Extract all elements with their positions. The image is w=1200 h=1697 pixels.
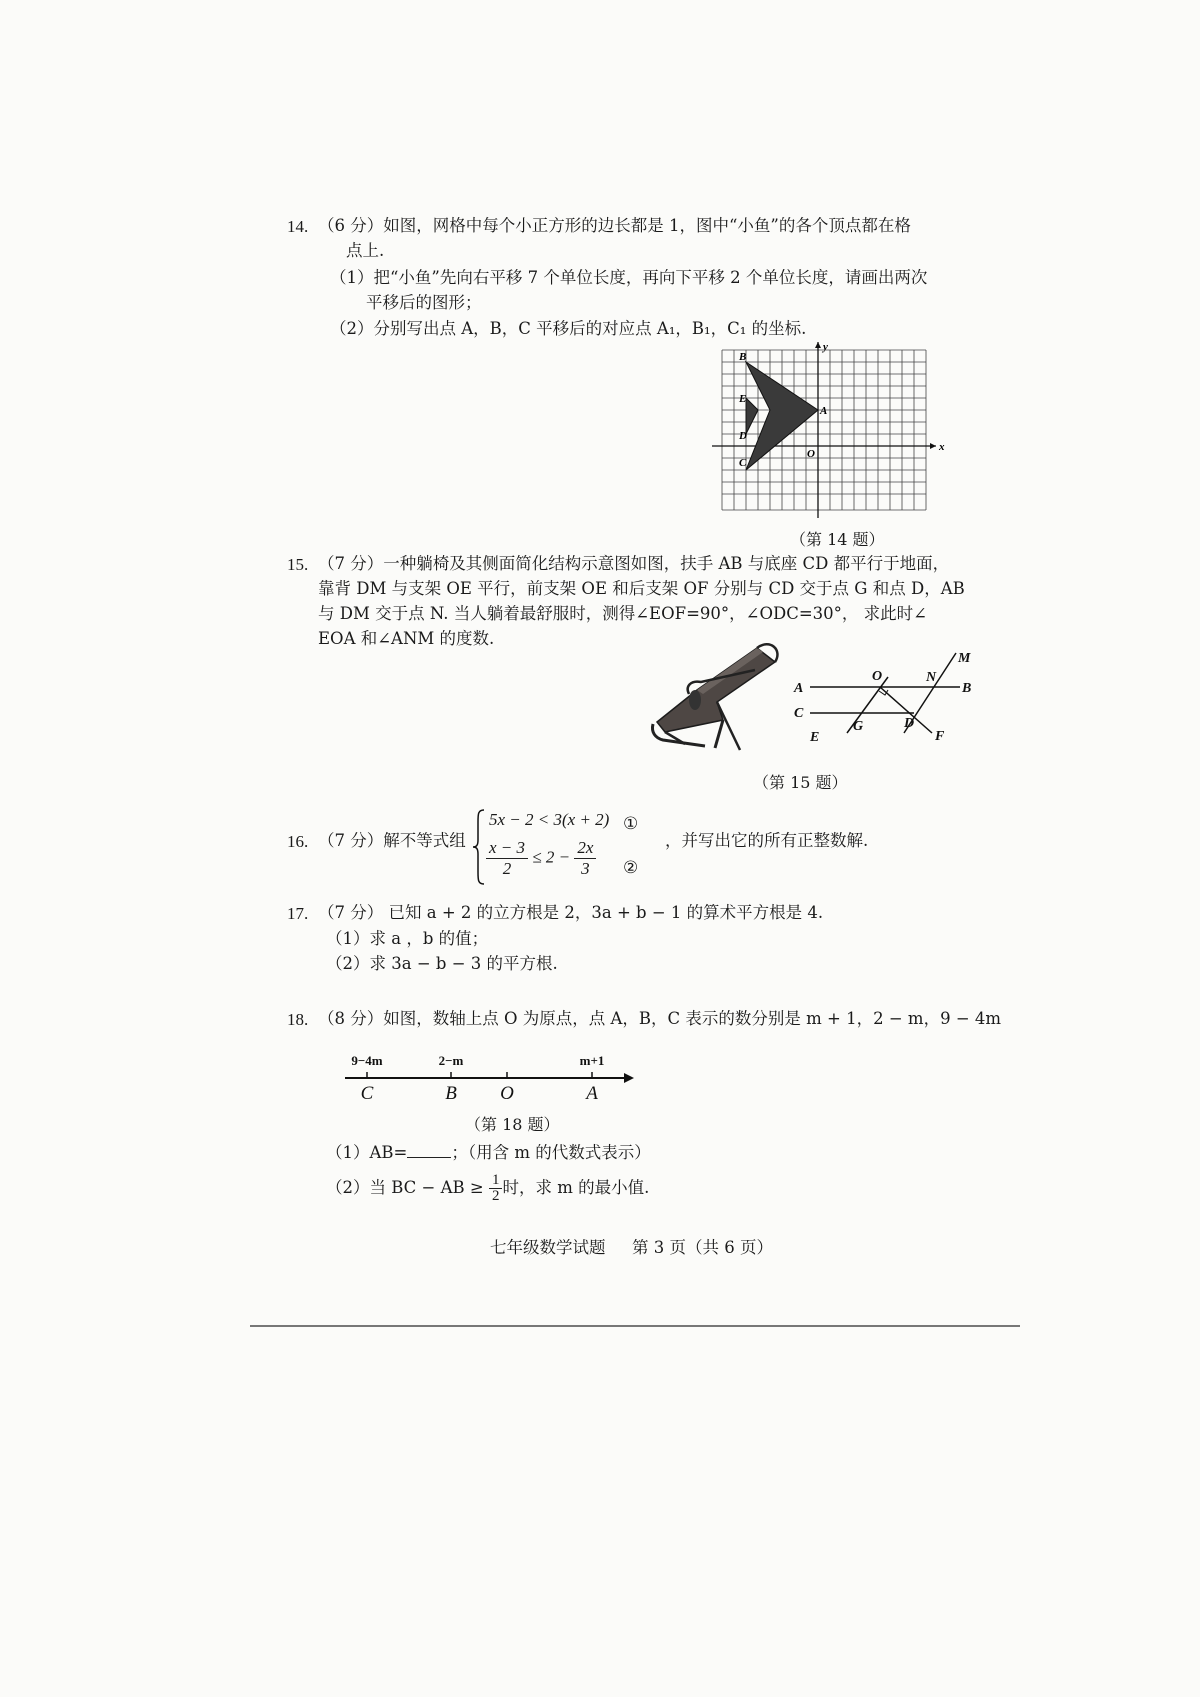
label-O: O	[872, 669, 883, 684]
inequality-2-lhs-fraction	[486, 838, 528, 879]
inequality-2-rhs-numerator: 2x	[574, 838, 596, 859]
q17-stem: （7 分） 已知 a + 2 的立方根是 2，3a + b − 1 的算术平方根是 4.	[318, 903, 824, 922]
system-brace	[472, 808, 486, 886]
inequality-2	[486, 838, 596, 879]
label-2-m: 2−m	[438, 1053, 464, 1068]
q15-geometry-diagram	[792, 645, 982, 745]
q18-fraction-numerator: 1	[489, 1173, 503, 1189]
point-A: A	[586, 1083, 598, 1104]
page-edge-line	[250, 1325, 1020, 1327]
inequality-2-middle: ≤ 2 −	[532, 847, 571, 867]
label-C: C	[794, 706, 804, 721]
origin-label: O	[807, 448, 815, 460]
footer-title: 七年级数学试题	[490, 1238, 606, 1257]
q14-stem-line2: 点上.	[346, 241, 385, 260]
q18-part2-prefix: （2）当 BC − AB ≥	[326, 1178, 484, 1197]
point-C: C	[360, 1083, 374, 1104]
q15-number: 15.	[287, 555, 309, 574]
number-axis-arrow	[624, 1073, 634, 1083]
q14-part1-line1: （1）把“小鱼”先向右平移 7 个单位长度，再向下平移 2 个单位长度，请画出两次	[330, 268, 928, 287]
label-F: F	[935, 729, 945, 744]
q14-grid-figure	[710, 340, 960, 522]
label-m-plus-1: m+1	[579, 1053, 605, 1068]
q16-prefix: （7 分）解不等式组	[318, 831, 466, 850]
inequality-2-rhs-fraction	[574, 838, 596, 879]
inequality-2-rhs-denominator: 3	[581, 859, 590, 878]
q16-suffix: ，并写出它的所有正整数解.	[665, 831, 869, 850]
fish-tail	[746, 398, 758, 434]
point-B: B	[445, 1083, 457, 1104]
label-E: E	[810, 730, 820, 745]
q14-number: 14.	[287, 217, 309, 236]
q18-number-line	[340, 1048, 640, 1106]
inequality-1: 5x − 2 < 3(x + 2)	[489, 810, 610, 829]
q14-caption: （第 14 题）	[790, 530, 885, 549]
label-N: N	[926, 670, 937, 685]
point-label-A: A	[820, 405, 828, 417]
y-axis-label: y	[823, 341, 828, 353]
q17-part2: （2）求 3a − b − 3 的平方根.	[326, 954, 558, 973]
q18-number: 18.	[287, 1010, 309, 1029]
label-M: M	[958, 651, 971, 666]
q18-caption: （第 18 题）	[465, 1115, 560, 1134]
q14-stem-line1: （6 分）如图，网格中每个小正方形的边长都是 1，图中“小鱼”的各个顶点都在格	[318, 216, 911, 235]
y-axis-arrow	[815, 342, 821, 348]
q17-number: 17.	[287, 904, 309, 923]
q15-caption: （第 15 题）	[753, 773, 848, 792]
q14-part1-line2: 平移后的图形；	[366, 293, 482, 312]
inequality-2-lhs-numerator: x − 3	[486, 838, 528, 859]
point-label-D: D	[739, 430, 747, 442]
inequality-2-lhs-denominator: 2	[502, 859, 512, 878]
label-A: A	[794, 681, 804, 696]
point-label-C: C	[739, 457, 747, 469]
x-axis-arrow	[930, 443, 936, 449]
inequality-1-mark: ①	[623, 814, 639, 833]
label-G: G	[853, 719, 864, 734]
q18-part2-suffix: 时，求 m 的最小值.	[502, 1178, 650, 1197]
label-B: B	[962, 681, 972, 696]
q16-number: 16.	[287, 832, 309, 851]
q18-stem: （8 分）如图，数轴上点 O 为原点，点 A，B，C 表示的数分别是 m + 1，2 − m，9 − 4m	[318, 1009, 1002, 1028]
q18-fraction-denominator: 2	[491, 1188, 500, 1204]
q18-part2-fraction	[489, 1173, 503, 1204]
label-D: D	[904, 716, 915, 731]
q18-part1-suffix: ；（用含 m 的代数式表示）	[451, 1143, 651, 1162]
answer-blank[interactable]	[407, 1157, 451, 1158]
inequality-2-mark: ②	[623, 858, 639, 877]
q15-stem-line4: EOA 和∠ANM 的度数.	[318, 629, 495, 648]
point-label-E: E	[739, 393, 747, 405]
q15-stem-line3: 与 DM 交于点 N. 当人躺着最舒服时，测得∠EOF=90°，∠ODC=30°， 求此时∠	[318, 604, 927, 623]
q15-stem-line2: 靠背 DM 与支架 OE 平行，前支架 OE 和后支架 OF 分别与 CD 交于点 G 和点 D，AB	[318, 579, 965, 598]
q18-part2	[326, 1173, 649, 1204]
q15-stem-line1: （7 分）一种躺椅及其侧面简化结构示意图如图，扶手 AB 与底座 CD 都平行于地面，	[318, 554, 950, 573]
q17-part1: （1）求 a ，b 的值；	[326, 929, 489, 948]
recliner-chair-image	[645, 640, 785, 755]
footer-page-info: 第 3 页（共 6 页）	[632, 1238, 773, 1257]
q18-part1-prefix: （1）AB=	[326, 1143, 408, 1162]
x-axis-label: x	[939, 441, 945, 453]
q18-part1	[326, 1145, 651, 1162]
point-O: O	[500, 1083, 514, 1104]
point-label-B: B	[739, 351, 747, 363]
q14-part2: （2）分别写出点 A，B，C 平移后的对应点 A₁，B₁，C₁ 的坐标.	[330, 319, 807, 338]
label-9-4m: 9−4m	[351, 1053, 383, 1068]
